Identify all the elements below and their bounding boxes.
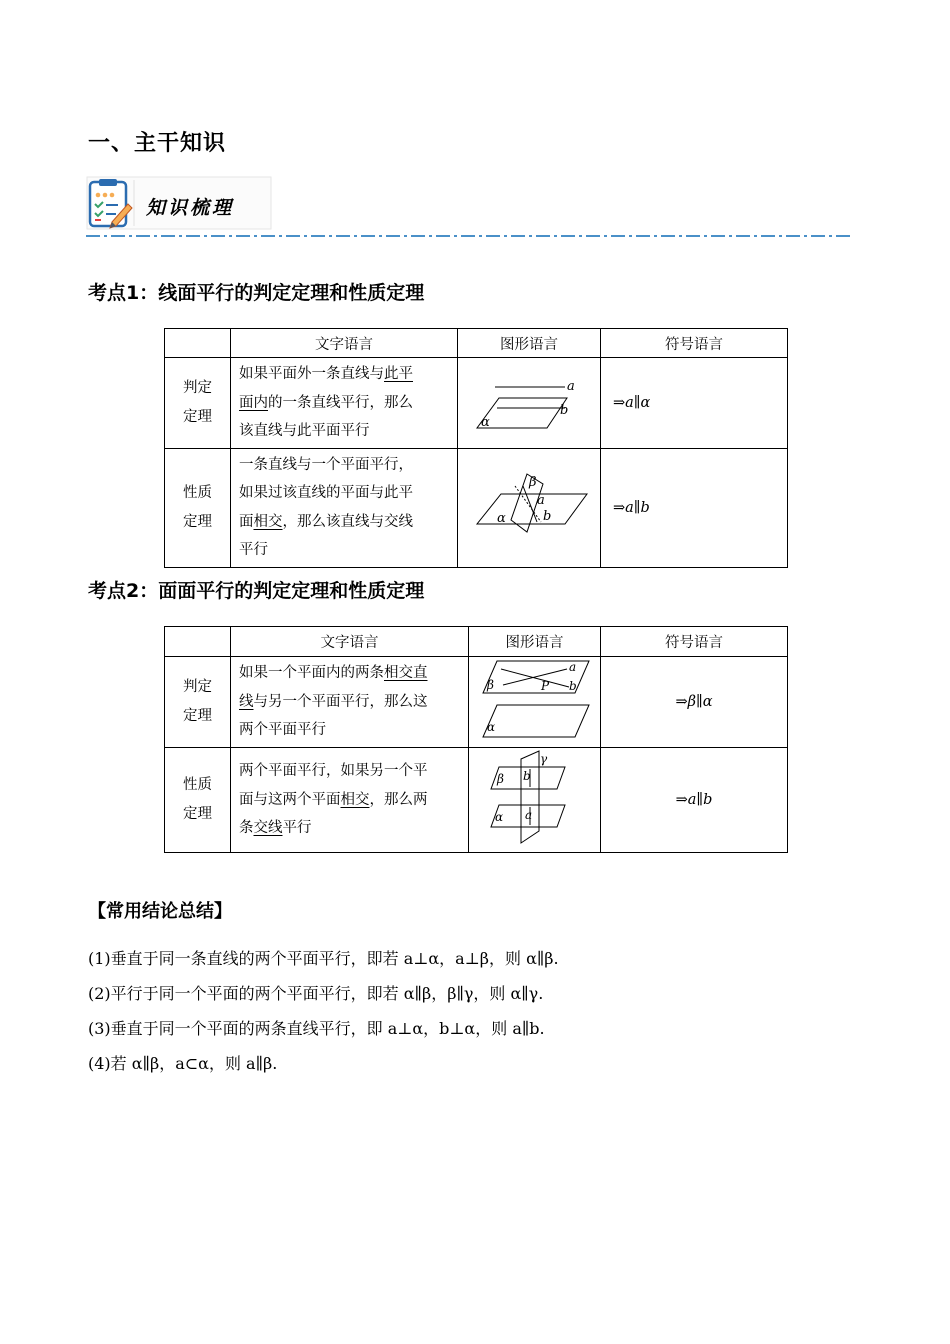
summary-line-2: (2)平行于同一个平面的两个平面平行，即若 α∥β，β∥γ，则 α∥γ.	[88, 984, 544, 1003]
kp2-row1-label: 判定 定理	[165, 657, 231, 748]
kp2-header-figure: 图形语言	[469, 627, 601, 657]
svg-text:b: b	[568, 679, 577, 693]
kp2-header-blank	[165, 627, 231, 657]
svg-text:γ: γ	[539, 752, 547, 766]
svg-text:a: a	[524, 808, 532, 822]
svg-text:b: b	[522, 769, 531, 783]
svg-text:P: P	[540, 679, 549, 693]
summary-line-4: (4)若 α∥β，a⊂α，则 a∥β.	[88, 1054, 278, 1073]
svg-text:α: α	[494, 810, 503, 824]
kp2-row2-text: 两个平面平行，如果另一个平 面与这两个平面相交，那么两 条交线平行	[231, 748, 469, 853]
kp2-table	[164, 626, 788, 853]
summary-line-1: (1)垂直于同一条直线的两个平面平行，即若 a⊥α，a⊥β，则 α∥β.	[88, 949, 559, 968]
section-title: 一、主干知识	[88, 131, 227, 156]
kp1-row1-text: 如果平面外一条直线与此平 面内的一条直线平行，那么 该直线与此平面平行	[231, 358, 458, 449]
kp2-heading: 考点2：面面平行的判定定理和性质定理	[88, 580, 425, 602]
kp1-table	[164, 328, 788, 568]
plane-plane-parallel-diagram	[479, 657, 591, 743]
svg-text:β: β	[496, 772, 504, 786]
kp2-row2-label: 性质 定理	[165, 748, 231, 853]
kp1-header-blank	[165, 329, 231, 358]
fig-label-b: b	[560, 402, 569, 418]
kp1-row2-text: 一条直线与一个平面平行， 如果过该直线的平面与此平 面相交，那么该直线与交线 平行	[231, 448, 458, 567]
svg-text:a: a	[537, 492, 545, 508]
summary-line-3: (3)垂直于同一个平面的两条直线平行，即 a⊥α，b⊥α，则 a∥b.	[88, 1019, 545, 1038]
kp1-header-figure: 图形语言	[458, 329, 601, 358]
svg-text:β: β	[486, 678, 494, 692]
kp2-header-symbol: 符号语言	[601, 627, 788, 657]
svg-text:β: β	[529, 474, 537, 490]
kp1-row1-figure	[458, 358, 601, 449]
fig-label-a: a	[567, 378, 575, 394]
kp2-row1-figure	[469, 657, 601, 748]
plane-plane-property-diagram	[485, 749, 585, 847]
kp1-row2-symbol: ⇒a∥b	[601, 448, 788, 567]
kp1-row2-label: 性质 定理	[165, 448, 231, 567]
kp1-row1-symbol: ⇒a∥α	[601, 358, 788, 449]
fig-label-alpha: α	[481, 414, 490, 430]
kp2-row1-symbol: ⇒β∥α	[601, 657, 788, 748]
svg-text:α: α	[486, 720, 495, 734]
kp2-row2-figure	[469, 748, 601, 853]
kp1-heading: 考点1：线面平行的判定定理和性质定理	[88, 282, 425, 304]
svg-text:α: α	[497, 510, 506, 526]
line-plane-parallel-diagram	[469, 366, 589, 436]
line-plane-property-diagram	[469, 466, 589, 546]
kp1-row1-label: 判定 定理	[165, 358, 231, 449]
dashed-divider	[86, 234, 850, 238]
svg-text:a: a	[568, 660, 576, 674]
banner-title: 知识梳理	[146, 197, 235, 219]
summary-title: 【常用结论总结】	[88, 901, 232, 922]
kp1-header-text: 文字语言	[231, 329, 458, 358]
kp1-row2-figure	[458, 448, 601, 567]
kp1-header-symbol: 符号语言	[601, 329, 788, 358]
svg-text:b: b	[543, 508, 552, 524]
kp2-row2-symbol: ⇒a∥b	[601, 748, 788, 853]
kp2-row1-text: 如果一个平面内的两条相交直 线与另一个平面平行，那么这 两个平面平行	[231, 657, 469, 748]
kp2-header-text: 文字语言	[231, 627, 469, 657]
